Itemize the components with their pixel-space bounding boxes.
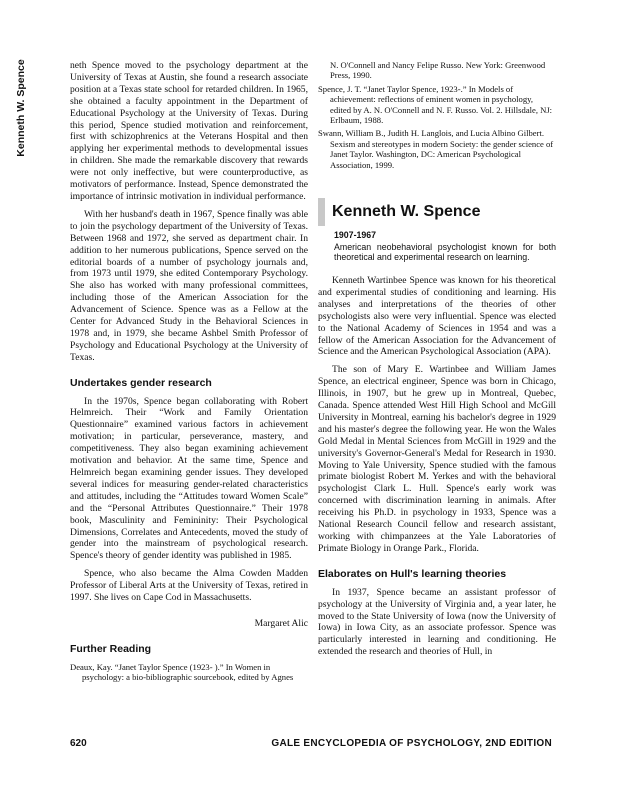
entry-header [318, 198, 556, 263]
right-column [318, 60, 556, 658]
entry-dates: 1907-1967 [334, 230, 377, 241]
reference-item: Swann, William B., Judith H. Langlois, and Lucia Albino Gilbert. Sexism and stereotypes in modern Society: the gender science of Janet Taylor. Washington, DC: American Psychological Association, 1999. [318, 128, 554, 170]
book-title: GALE ENCYCLOPEDIA OF PSYCHOLOGY, 2ND EDITION [271, 738, 552, 749]
reference-item: Deaux, Kay. “Janet Taylor Spence (1923- ).” In Women in psychology: a bio-bibliographic sourcebook, edited by Agnes [70, 661, 294, 683]
entry-title: Kenneth W. Spence [332, 203, 481, 221]
section-heading: Elaborates on Hull's learning theories [318, 567, 507, 580]
left-column [70, 60, 308, 686]
paragraph: In the 1970s, Spence began collaborating with Robert Helmreich. Their “Work and Family Orientation Questionnaire” examined various factors in achievement motivation; in particular, perseverance, mastery, and competitiveness. They also began examining achievement motivation and behavior. At the same time, Spence and Helmreich began examining gender issues. They developed several indices for measuring gender-related characteristics and attitudes, including the “Attitudes toward Women Scale” and the “Personal Attributes Questionnaire.” Their 1978 book, Masculinity and Femininity: Their Psychological Dimensions, Correlates and Antecedents, moved the study of gender into the mainstream of psychological research. Spence's theory of gender identity was published in 1985. [70, 395, 308, 562]
running-head-text: Kenneth W. Spence [15, 59, 27, 157]
author-signature: Margaret Alic [254, 617, 308, 629]
entry-header-bar [318, 198, 325, 226]
reference-item: Spence, J. T. “Janet Taylor Spence, 1923-.” In Models of achievement: reflections of eminent women in psychology, edited by A. N. O'Connell and N. F. Russo. Vol. 2. Hillsdale, NJ: Erlbaum, 1988. [318, 83, 553, 126]
reference-item: N. O'Connell and Nancy Felipe Russo. New York: Greenwood Press, 1990. [330, 60, 546, 81]
page-number: 620 [70, 738, 87, 749]
paragraph: With her husband's death in 1967, Spence finally was able to join the psychology department of the University of Texas. Between 1968 and 1972, she served as department chair. In addition to her numerous publications, Spence served on the editorial boards of a number of psychology journals and, from 1973 until 1979, she edited Contemporary Psychology. She also has worked with many professional committees, including those of the American Association for the Advancement of Science. Spence was as a Fellow at the Center for Advanced Study in the Behavioral Sciences in 1978 and, in 1979, she became Ashbel Smith Professor of Psychology and Educational Psychology at the University of Texas. [70, 208, 308, 363]
running-head [12, 60, 30, 156]
paragraph: Kenneth Wartinbee Spence was known for his theoretical and experimental studies of conditioning and learning. His analyses and interpretations of the theories of other psychologists also were very influential. Spence was elected to the National Academy of Sciences in 1954 and was a fellow of the American Association for the Advancement of Science and the American Psychological Association (APA). [318, 274, 556, 358]
paragraph: Spence, who also became the Alma Cowden Madden Professor of Liberal Arts at the University of Texas, retired in 1997. She lives on Cape Cod in Massachusetts. [70, 568, 308, 604]
paragraph: The son of Mary E. Wartinbee and William James Spence, an electrical engineer, Spence was born in Chicago, Illinois, in 1907, but he grew up in Montreal, Quebec, Canada. Spence attended West Hill High School and McGill University in Montreal, earning his bachelor's degree in 1929 and his master's degree the following year. He won the Wales Gold Medal in Mental Sciences from McGill in 1929 and the university's Governor-General's Medal for Research in 1930. Moving to Yale University, Spence studied with the famous primate biologist Robert M. Yerkes and with the behavioral psychologist Clark L. Hull. Spence's early work was concerned with discrimination learning in animals. After receiving his Ph.D. in psychology in 1933, Spence was a National Research Council fellow and research assistant, working with chimpanzees at the Yale Laboratories of Primate Biology in Orange Park., Florida. [318, 364, 556, 554]
entry-description: American neobehavioral psychologist known for both theoretical and experimental research on learning. [334, 241, 556, 263]
paragraph: neth Spence moved to the psychology department at the University of Texas at Austin, she found a research associate position at a Texas state school for retarded children. In 1965, she obtained a faculty appointment in the Department of Educational Psychology at the University of Texas. During this period, Spence studied motivation and reinforcement, first with schizophrenics at the Veterans Hospital and then applying her experimental methods to developmental issues in children. She made the remarkable discovery that rewards were not only ineffective, but were counterproductive, as motivators of performance. Instead, Spence demonstrated the importance of intrinsic motivation in individual performance. [70, 60, 308, 202]
further-reading-heading: Further Reading [70, 642, 152, 655]
paragraph: In 1937, Spence became an assistant professor of psychology at the University of Virginia and, a year later, he moved to the State University of Iowa (now the University of Iowa) in Iowa City, as an associate professor. Spence was particularly interested in learning and conditioning. He extended the research and theories of Hull, in [318, 586, 556, 658]
section-heading: Undertakes gender research [70, 376, 212, 389]
